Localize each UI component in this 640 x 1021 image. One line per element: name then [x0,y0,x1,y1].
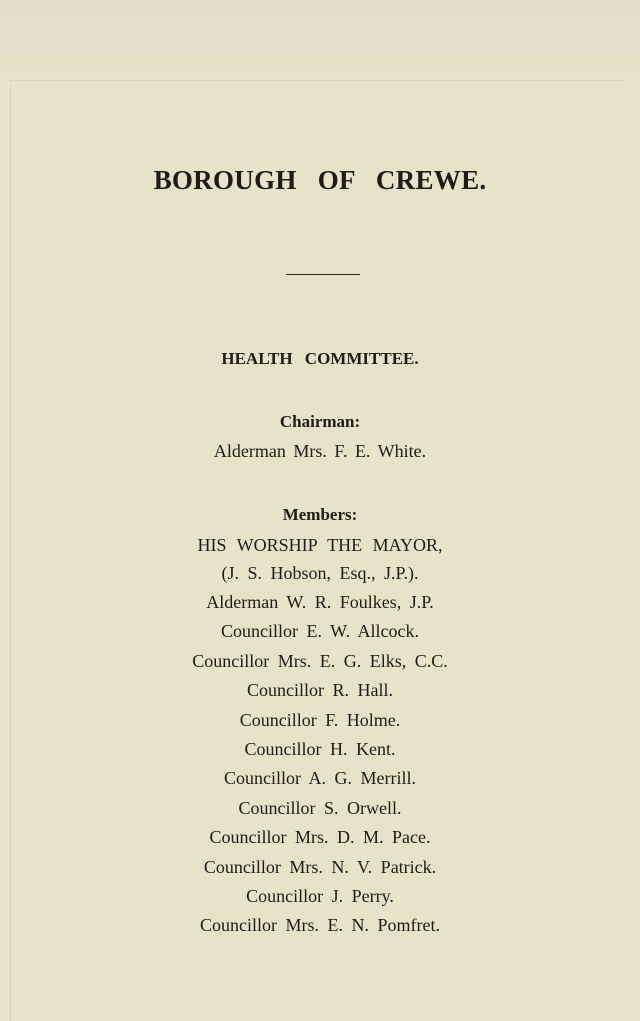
title-divider [286,274,360,275]
member-item: Councillor E. W. Allcock. [221,621,419,642]
scan-top-margin [0,0,640,82]
document-title: BOROUGH OF CREWE. [153,165,487,195]
member-item: (J. S. Hobson, Esq., J.P.). [221,563,419,583]
member-item: Councillor Mrs. N. V. Patrick. [203,856,437,877]
members-heading: Members: [282,505,358,524]
member-item: Councillor Mrs. D. M. Pace. [209,827,431,848]
member-item: Councillor H. Kent. [244,738,396,759]
member-item: Councillor Mrs. E. G. Elks, C.C. [192,650,448,671]
chairman-name: Alderman Mrs. F. E. White. [213,441,427,461]
committee-heading: HEALTH COMMITTEE. [221,349,419,368]
member-item: Councillor R. Hall. [247,680,393,701]
member-item: Alderman W. R. Foulkes, J.P. [206,592,434,612]
member-item: HIS WORSHIP THE MAYOR, [197,535,443,555]
member-item: Councillor Mrs. E. N. Pomfret. [200,915,440,936]
members-list [0,532,640,941]
member-item: Councillor A. G. Merrill. [224,768,416,789]
member-item: Councillor F. Holme. [239,709,401,730]
member-item: Councillor S. Orwell. [238,797,402,818]
chairman-heading: Chairman: [279,412,361,431]
member-item: Councillor J. Perry. [246,885,394,906]
